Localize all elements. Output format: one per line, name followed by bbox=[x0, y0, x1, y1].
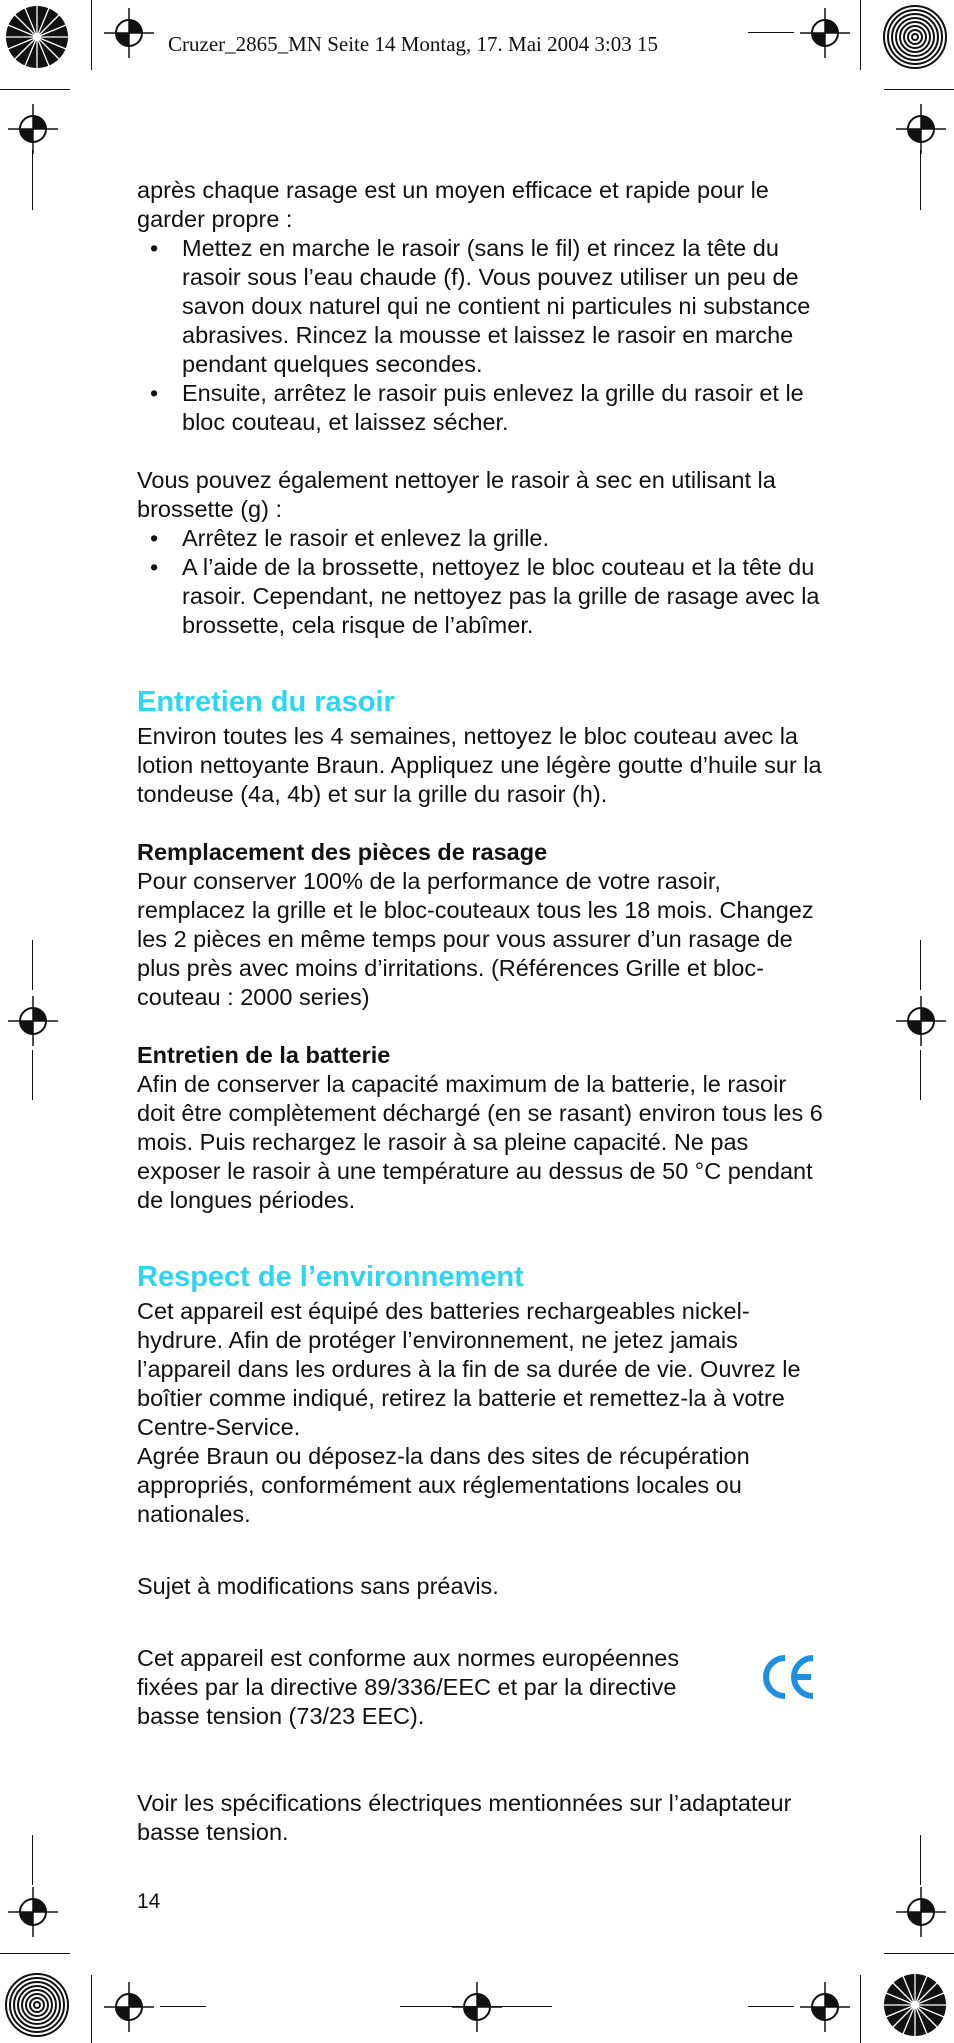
cleaning-section bbox=[137, 176, 825, 640]
replacement-paragraph: Pour conserver 100% de la performance de votre rasoir, remplacez la grille et le bloc-couteaux tous les 18 mois. Changez les 2 pièces en même temps pour vous assurer d’un rasage de plus près avec moins d’irritations. (Références Grille et bloc-couteau : 2000 series) bbox=[137, 868, 814, 1010]
page-number: 14 bbox=[137, 1890, 161, 1913]
battery-paragraph: Afin de conserver la capacité maximum de la batterie, le rasoir doit être complètement déchargé (en se rasant) environ tous les 6 mois. Puis rechargez le rasoir à sa pleine capacité. Ne pas exposer le rasoir à une température au dessus de 50 °C pendant de longues périodes. bbox=[137, 1071, 823, 1213]
trim-line bbox=[91, 0, 92, 70]
maintenance-section bbox=[137, 682, 825, 1215]
registration-mark bbox=[896, 996, 946, 1046]
list-item: • A l’aide de la brossette, nettoyez le bloc couteau et la tête du rasoir. Cependant, ne nettoyez pas la grille de rasage avec la brossette, cela risque de l’abîmer. bbox=[137, 553, 825, 640]
environment-section bbox=[137, 1257, 825, 1529]
environment-paragraph: Cet appareil est équipé des batteries rechargeables nickel-hydrure. Afin de protéger l’environnement, ne jetez jamais l’appareil dans les ordures à la fin de sa durée de vie. Ouvrez le boîtier comme indiqué, retirez la batterie et remettez-la à votre Centre-Service. bbox=[137, 1298, 801, 1440]
registration-mark bbox=[800, 1982, 850, 2032]
section-heading: Entretien du rasoir bbox=[137, 686, 395, 718]
registration-mark bbox=[104, 1982, 154, 2032]
concentric-mark-top-right bbox=[882, 4, 948, 70]
trim-line bbox=[920, 150, 921, 210]
spec-note: Voir les spécifications électriques mentionnées sur l’adaptateur basse tension. bbox=[137, 1790, 792, 1845]
trim-line bbox=[748, 32, 794, 33]
registration-mark bbox=[896, 1887, 946, 1937]
intro-paragraph: après chaque rasage est un moyen efficace et rapide pour le garder propre : bbox=[137, 177, 769, 232]
registration-mark bbox=[104, 8, 154, 58]
ce-mark-icon bbox=[759, 1652, 817, 1702]
page-content bbox=[137, 176, 825, 1847]
trim-line bbox=[920, 1835, 921, 1885]
trim-line bbox=[32, 150, 33, 210]
brush-steps bbox=[137, 524, 825, 640]
registration-mark bbox=[452, 1982, 502, 2032]
starburst-mark-top-left bbox=[4, 4, 70, 70]
registration-mark bbox=[8, 996, 58, 1046]
trim-line bbox=[884, 89, 954, 90]
registration-mark bbox=[8, 1887, 58, 1937]
conformity-text: Cet appareil est conforme aux normes européennes fixées par la directive 89/336/EEC et par la directive basse tension (73/23 EEC). bbox=[137, 1645, 680, 1729]
trim-line bbox=[32, 940, 33, 990]
list-item: • Mettez en marche le rasoir (sans le fil) et rincez la tête du rasoir sous l’eau chaude (f). Vous pouvez utiliser un peu de savon doux naturel qui ne contient ni particules ni substance abrasives. Rincez la mousse et laissez le rasoir en marche pendant quelques secondes. bbox=[137, 234, 825, 379]
trim-line bbox=[32, 1050, 33, 1100]
trim-line bbox=[0, 1953, 70, 1954]
subheading: Entretien de la batterie bbox=[137, 1042, 391, 1068]
maintenance-paragraph: Environ toutes les 4 semaines, nettoyez le bloc couteau avec la lotion nettoyante Braun. Appliquez une légère goutte d’huile sur la tondeuse (4a, 4b) et sur la grille du rasoir (h). bbox=[137, 723, 822, 807]
print-slug: Cruzer_2865_MN Seite 14 Montag, 17. Mai 2004 3:03 15 bbox=[168, 32, 658, 56]
registration-mark bbox=[800, 8, 850, 58]
concentric-mark-bottom-left bbox=[4, 1972, 70, 2038]
trim-line bbox=[400, 2006, 552, 2007]
notice-text: Sujet à modifications sans préavis. bbox=[137, 1573, 499, 1599]
trim-line bbox=[920, 940, 921, 990]
trim-line bbox=[91, 1975, 92, 2043]
trim-line bbox=[32, 1835, 33, 1885]
rinse-steps bbox=[137, 234, 825, 437]
subheading: Remplacement des pièces de rasage bbox=[137, 839, 548, 865]
environment-paragraph: Agrée Braun ou déposez-la dans des sites de récupération appropriés, conformément aux réglementations locales ou nationales. bbox=[137, 1443, 750, 1527]
conformity-block bbox=[137, 1644, 825, 1731]
starburst-mark-bottom-right bbox=[882, 1972, 948, 2038]
registration-mark bbox=[8, 104, 58, 154]
trim-line bbox=[860, 1975, 861, 2043]
registration-mark bbox=[896, 104, 946, 154]
trim-line bbox=[0, 89, 70, 90]
dry-cleaning-paragraph: Vous pouvez également nettoyer le rasoir à sec en utilisant la brossette (g) : bbox=[137, 467, 776, 522]
section-heading: Respect de l’environnement bbox=[137, 1261, 524, 1293]
list-item: • Arrêtez le rasoir et enlevez la grille. bbox=[137, 524, 825, 553]
trim-line bbox=[160, 2006, 206, 2007]
trim-line bbox=[860, 0, 861, 70]
trim-line bbox=[920, 1050, 921, 1100]
trim-line bbox=[884, 1953, 954, 1954]
trim-line bbox=[748, 2006, 794, 2007]
list-item: • Ensuite, arrêtez le rasoir puis enlevez la grille du rasoir et le bloc couteau, et laissez sécher. bbox=[137, 379, 825, 437]
